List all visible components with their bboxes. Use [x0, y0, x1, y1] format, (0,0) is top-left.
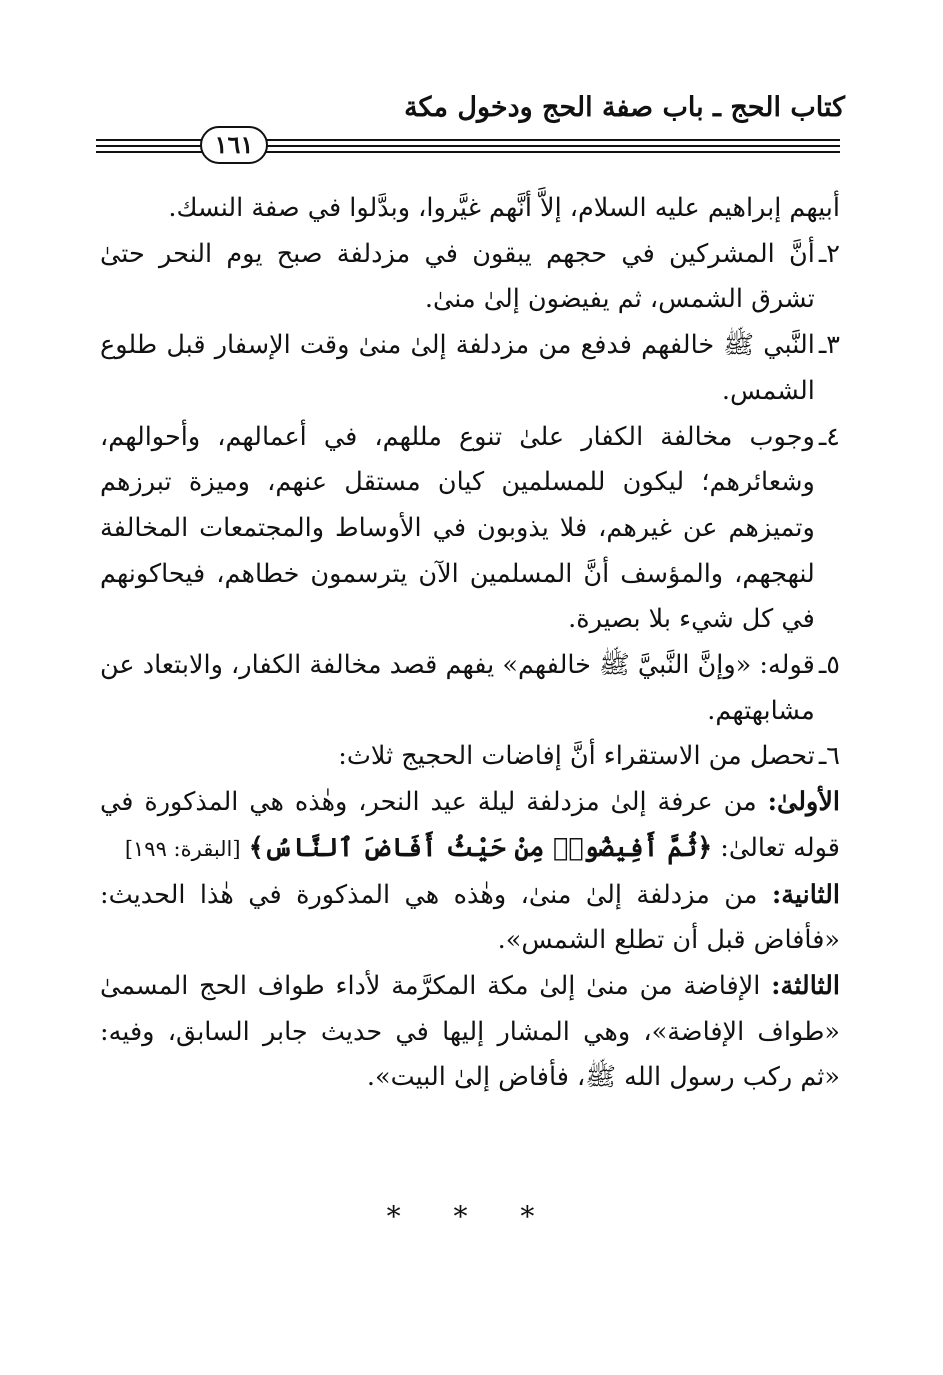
third-text: الإفاضة من منىٰ إلىٰ مكة المكرَّمة لأداء طواف الحج المسمىٰ «طواف الإفاضة»، وهي المشار إليها في حديث جابر السابق، وفيه: «ثم ركب رسول الله ﷺ، فأفاض إلىٰ البيت». [100, 970, 840, 1093]
first-label: الأولىٰ: [767, 787, 840, 818]
list-item [100, 323, 840, 414]
quran-verse: ﴿ثُمَّ أَفِيضُوا۟ مِنْ حَيْثُ أَفَاضَ ٱلنَّاسُ﴾ [248, 832, 713, 863]
third-ifada-paragraph [100, 964, 840, 1101]
continued-paragraph: أبيهم إبراهيم عليه السلام، إلاَّ أنَّهم غيَّروا، وبدَّلوا في صفة النسك. [168, 193, 840, 223]
item-text: قوله: «وإنَّ النَّبيَّ ﷺ خالفهم» يفهم قصد مخالفة الكفار، والابتعاد عن مشابهتهم. [100, 650, 815, 726]
page-body [100, 186, 840, 1101]
first-ifada-paragraph [100, 780, 840, 872]
running-header: كتاب الحج ـ باب صفة الحج ودخول مكة [404, 92, 845, 123]
item-number: ٢ـ [818, 238, 840, 269]
item-number: ٥ـ [818, 650, 840, 681]
list-item [100, 734, 840, 780]
page-number: ١٦١ [200, 126, 268, 164]
list-item [100, 415, 840, 644]
second-ifada-paragraph [100, 873, 840, 964]
item-text: النَّبي ﷺ خالفهم فدفع من مزدلفة إلىٰ منىٰ وقت الإسفار قبل طلوع الشمس. [100, 330, 815, 406]
item-text: وجوب مخالفة الكفار علىٰ تنوع مللهم، في أعمالهم، وأحوالهم، وشعائرهم؛ ليكون للمسلمين كيان مستقل عنهم، وميزة تبرزهم وتميزهم عن غيرهم، فلا يذوبون في الأوساط والمجتمعات المخالفة لنهجهم، والمؤسف أنَّ المسلمين الآن يترسمون خطاهم، فيحاكونهم في كل شيء بلا بصيرة. [100, 421, 815, 635]
item-text: أنَّ المشركين في حجهم يبقون في مزدلفة صبح يوم النحر حتىٰ تشرق الشمس، ثم يفيضون إلىٰ منىٰ. [100, 238, 815, 315]
verse-citation: [البقرة: ١٩٩] [124, 836, 241, 861]
item-number: ٦ـ [818, 741, 840, 772]
item-number: ٤ـ [818, 421, 840, 452]
first-text: من عرفة إلىٰ مزدلفة ليلة عيد النحر، وهٰذه هي المذكورة في قوله تعالىٰ: [100, 787, 840, 863]
item-text: تحصل من الاستقراء أنَّ إفاضات الحجيج ثلاث: [338, 741, 815, 772]
section-end-ornament: * * * [386, 1200, 557, 1233]
item-number: ٣ـ [818, 330, 840, 361]
third-label: الثالثة: [771, 970, 841, 1001]
list-item [100, 232, 840, 323]
header-rule [96, 126, 840, 162]
second-label: الثانية: [771, 879, 841, 910]
list-item [100, 643, 840, 734]
second-text: من مزدلفة إلىٰ منىٰ، وهٰذه هي المذكورة في هٰذا الحديث: «فأفاض قبل أن تطلع الشمس». [100, 879, 840, 956]
